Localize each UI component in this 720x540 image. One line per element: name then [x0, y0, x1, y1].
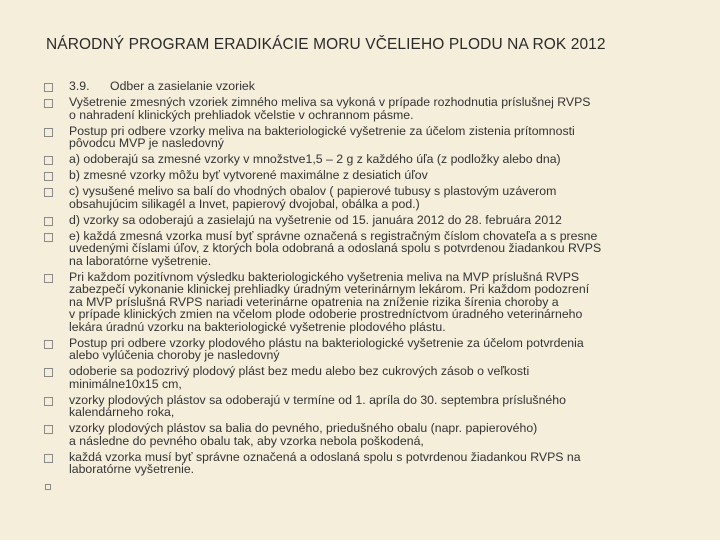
bullet-square-icon	[44, 128, 53, 137]
list-item	[44, 214, 694, 227]
list-item-text-line: e) každá zmesná vzorka musí byť správne označená s registračným číslom chovateľa a s presne	[69, 228, 598, 243]
list-item-text-line: obsahujúcim silikagél a Invet, papierový dvojobal, obálka a pod.)	[69, 196, 420, 211]
list-item-text-line: a následne do pevného obalu tak, aby vzorka nebola poškodená,	[69, 433, 424, 448]
list-item	[44, 153, 694, 166]
list-item-text-line: a) odoberajú sa zmesné vzorky v množstve1,5 – 2 g z každého úľa (z podložky alebo dna)	[69, 152, 561, 166]
list-item	[44, 271, 694, 334]
bullet-square-icon	[44, 397, 53, 406]
bullet-list	[44, 80, 694, 495]
list-item-text-line: zabezpečí vykonanie klinickej prehliadky úradným veterinárnym lekárom. Pri každom podozrení	[69, 282, 590, 296]
list-item-text-line: vzorky plodových plástov sa odoberajú v termíne od 1. apríla do 30. septembra príslušného	[69, 392, 566, 407]
list-item-text-line: Postup pri odbere vzorky plodového plástu na bakteriologické vyšetrenie za účelom potvrdenia	[69, 335, 584, 350]
list-item-text-line: c) vysušené melivo sa balí do vhodných obalov ( papierové tubusy s plastovým uzáverom	[69, 184, 557, 198]
list-item	[44, 185, 694, 210]
list-item-text-line: vzorky plodových plástov sa balia do pevného, priedušného obalu (napr. papierového)	[69, 421, 538, 435]
list-item-text-line: d) vzorky sa odoberajú a zasielajú na vyšetrenie od 15. januára 2012 do 28. februára 2012	[69, 212, 562, 227]
list-item-text-line: laboratórne vyšetrenie.	[69, 462, 195, 476]
list-item-text-line: alebo vylúčenia choroby je nasledovný	[69, 348, 280, 362]
list-item	[44, 96, 694, 121]
list-item	[44, 422, 694, 447]
list-item	[44, 337, 694, 362]
bullet-square-icon	[44, 425, 53, 434]
list-item-text-line: b) zmesné vzorky môžu byť vytvorené maximálne z desiatich úľov	[69, 168, 428, 182]
list-item-text-line: Vyšetrenie zmesných vzoriek zimného meliva sa vykoná v prípade rozhodnutia príslušnej RVPS	[69, 95, 591, 109]
bullet-square-icon	[44, 340, 53, 349]
list-item-text-line: každá vzorka musí byť správne označená a odoslaná spolu s potvrdenou žiadankou RVPS na	[69, 449, 581, 464]
bullet-square-icon	[44, 99, 53, 108]
bullet-square-icon	[44, 172, 53, 181]
list-item-text-line: pôvodcu MVP je nasledovný	[69, 136, 224, 150]
bullet-square-icon	[44, 83, 53, 92]
list-item	[44, 451, 694, 476]
list-item-text-line: na MVP príslušná RVPS nariadi veterinárne opatrenia na zníženie rizika šírenia choroby a	[69, 294, 559, 309]
list-item	[44, 365, 694, 390]
list-item	[44, 479, 694, 492]
bullet-square-icon	[44, 368, 53, 377]
slide-title: NÁRODNÝ PROGRAM ERADIKÁCIE MORU VČELIEHO PLODU NA ROK 2012	[46, 36, 606, 53]
list-item-text-line: v prípade klinických zmien na včelom plode odoberie prostredníctvom úradného veterinárneho	[69, 307, 583, 321]
bullet-square-icon	[44, 454, 53, 463]
list-item	[44, 125, 694, 150]
list-item-text-line: lekára úradnú vzorku na bakteriologické vyšetrenie plodového plástu.	[69, 319, 446, 334]
list-item-text-line: Pri každom pozitívnom výsledku bakteriologického vyšetrenia meliva na MVP príslušná RVPS	[69, 269, 580, 284]
list-item	[44, 169, 694, 182]
list-item-text-line: odoberie sa podozrivý plodový plást bez medu alebo bez cukrových zásob o veľkosti	[69, 364, 530, 378]
list-item-text-line: minimálne10x15 cm,	[69, 376, 182, 391]
list-item-text-line: 3.9. Odber a zasielanie vzoriek	[69, 79, 255, 93]
bullet-square-icon	[45, 484, 51, 490]
bullet-square-icon	[44, 217, 53, 226]
list-item-text-line	[69, 479, 694, 492]
list-item-text-line: uvedenými číslami úľov, z ktorých bola odobraná a odoslaná spolu s potvrdenou žiadankou RVPS	[69, 241, 602, 255]
bullet-square-icon	[44, 156, 53, 165]
list-item	[44, 230, 694, 268]
list-item-text-line: na laboratórne vyšetrenie.	[69, 253, 212, 268]
list-item-text-line: kalendárneho roka,	[69, 405, 175, 419]
bullet-square-icon	[44, 274, 53, 283]
bullet-square-icon	[44, 188, 53, 197]
list-item-text-line: o nahradení klinických prehliadok včelstie v ochrannom pásme.	[69, 107, 414, 122]
list-item	[44, 394, 694, 419]
bullet-square-icon	[44, 233, 53, 242]
list-item	[44, 80, 694, 93]
list-item-text-line: Postup pri odbere vzorky meliva na bakteriologické vyšetrenie za účelom zistenia prítomnosti	[69, 123, 575, 138]
